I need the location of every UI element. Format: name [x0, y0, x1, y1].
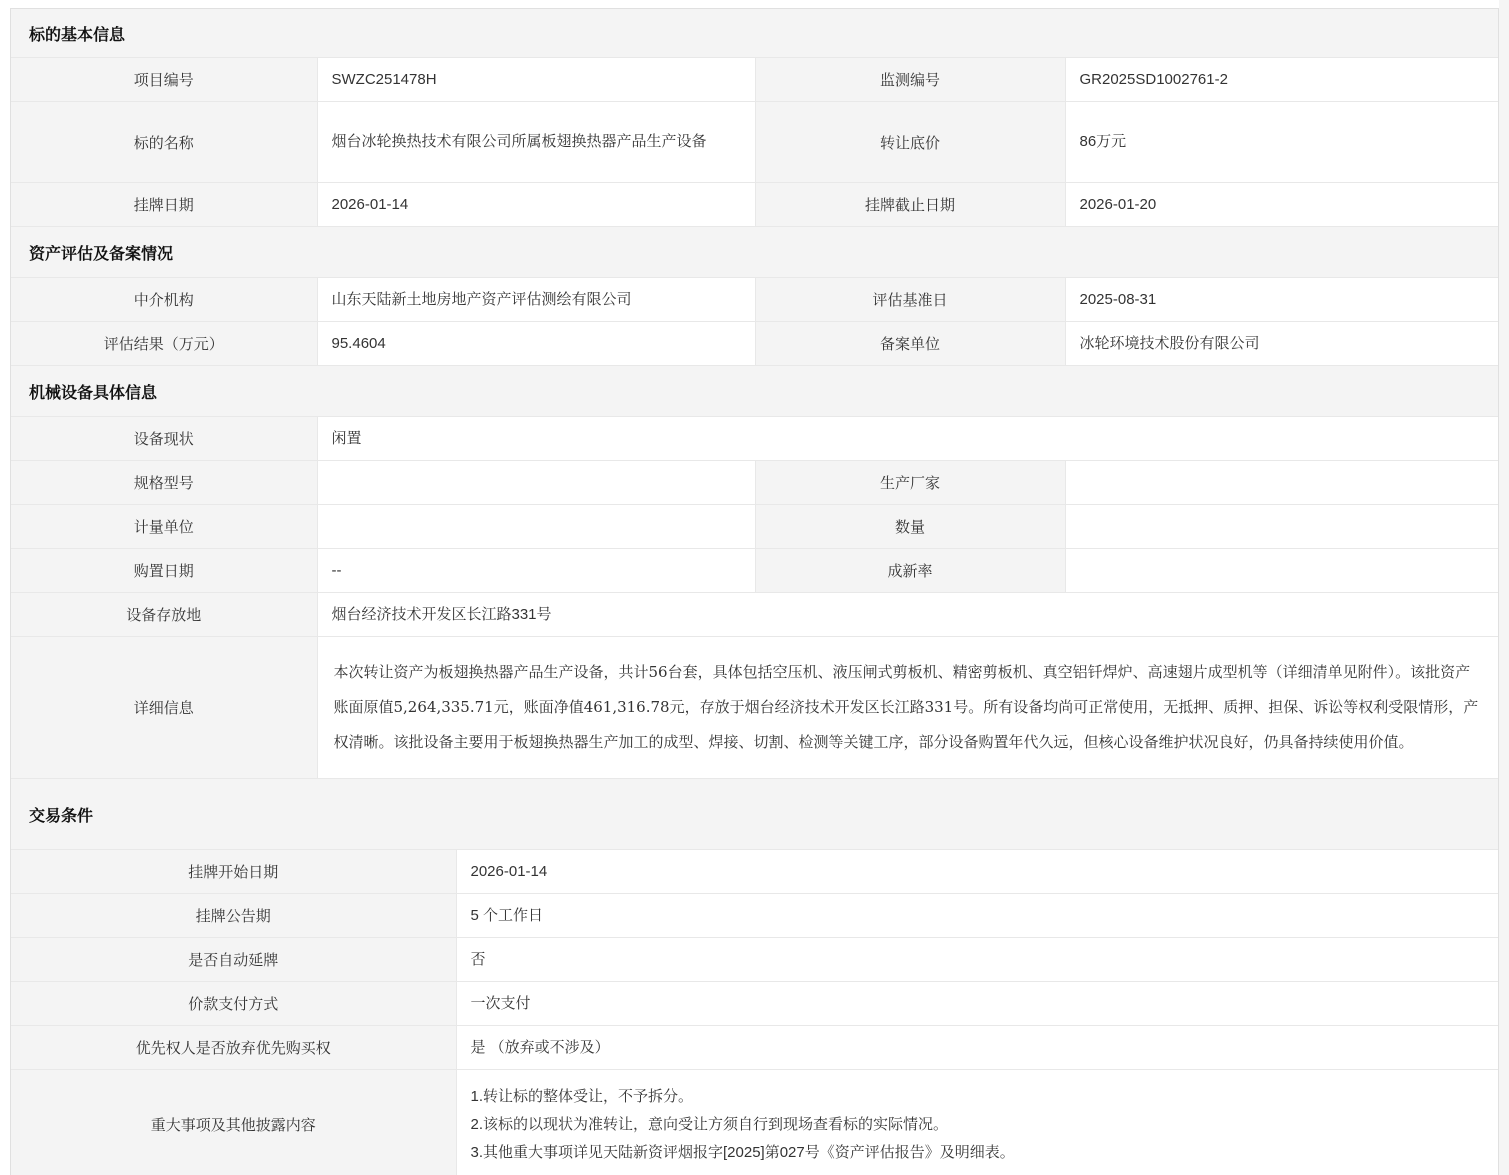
equipment-status-value: 闲置	[317, 417, 1498, 461]
priority-right-label: 优先权人是否放弃优先购买权	[11, 1026, 456, 1070]
table-row	[11, 102, 1498, 183]
equipment-title-text: 机械设备具体信息	[29, 384, 158, 402]
detail-info-label: 详细信息	[11, 637, 317, 779]
notice-period-value: 5 个工作日	[456, 894, 1498, 938]
appraisal-table	[11, 277, 1498, 366]
newness-rate-value	[1065, 549, 1498, 593]
table-row	[11, 549, 1498, 593]
table-row	[11, 505, 1498, 549]
monitor-number-value: GR2025SD1002761-2	[1065, 58, 1498, 102]
section-title-trade-conditions	[11, 779, 1498, 849]
table-row	[11, 417, 1498, 461]
floor-price-label: 转让底价	[755, 102, 1065, 183]
auto-extend-value: 否	[456, 938, 1498, 982]
table-row	[11, 938, 1498, 982]
table-row	[11, 322, 1498, 366]
table-row	[11, 850, 1498, 894]
table-row	[11, 593, 1498, 637]
payment-method-value: 一次支付	[456, 982, 1498, 1026]
disclosure-value	[456, 1070, 1498, 1175]
table-row	[11, 278, 1498, 322]
asset-listing-panel	[10, 8, 1499, 1175]
measure-unit-value	[317, 505, 755, 549]
model-value	[317, 461, 755, 505]
agency-label: 中介机构	[11, 278, 317, 322]
listing-date-label: 挂牌日期	[11, 183, 317, 227]
manufacturer-label: 生产厂家	[755, 461, 1065, 505]
table-row	[11, 1070, 1498, 1175]
measure-unit-label: 计量单位	[11, 505, 317, 549]
disclosure-label: 重大事项及其他披露内容	[11, 1070, 456, 1175]
start-date-label: 挂牌开始日期	[11, 850, 456, 894]
appraisal-base-date-label: 评估基准日	[755, 278, 1065, 322]
target-name-label: 标的名称	[11, 102, 317, 183]
floor-price-value: 86万元	[1065, 102, 1498, 183]
equipment-status-label: 设备现状	[11, 417, 317, 461]
payment-method-label: 价款支付方式	[11, 982, 456, 1026]
target-name-value: 烟台冰轮换热技术有限公司所属板翅换热器产品生产设备	[317, 102, 755, 183]
start-date-value: 2026-01-14	[456, 850, 1498, 894]
disclosure-item-2: 2.该标的以现状为准转让，意向受让方须自行到现场查看标的实际情况。	[470, 1115, 949, 1133]
newness-rate-label: 成新率	[755, 549, 1065, 593]
section-title-appraisal	[11, 227, 1498, 277]
table-row	[11, 894, 1498, 938]
table-row	[11, 982, 1498, 1026]
table-row	[11, 637, 1498, 779]
project-number-value: SWZC251478H	[317, 58, 755, 102]
quantity-label: 数量	[755, 505, 1065, 549]
appraisal-title-text: 资产评估及备案情况	[29, 245, 174, 263]
equipment-table	[11, 416, 1498, 779]
page-scrollbar[interactable]	[1499, 0, 1509, 1175]
detail-info-value: 本次转让资产为板翅换热器产品生产设备，共计56台套，具体包括空压机、液压闸式剪板机、精密剪板机、真空铝钎焊炉、高速翅片成型机等（详细清单见附件）。该批资产账面原值5,264,335.71元，账面净值461,316.78元，存放于烟台经济技术开发区长江路331号。所有设备均尚可正常使用，无抵押、质押、担保、诉讼等权利受限情形，产权清晰。该批设备主要用于板翅换热器生产加工的成型、焊接、切割、检测等关键工序，部分设备购置年代久远，但核心设备维护状况良好，仍具备持续使用价值。	[317, 637, 1498, 779]
table-row	[11, 461, 1498, 505]
appraisal-base-date-value: 2025-08-31	[1065, 278, 1498, 322]
project-number-label: 项目编号	[11, 58, 317, 102]
quantity-value	[1065, 505, 1498, 549]
table-row	[11, 1026, 1498, 1070]
notice-period-label: 挂牌公告期	[11, 894, 456, 938]
agency-value: 山东天陆新土地房地产资产评估测绘有限公司	[317, 278, 755, 322]
trade-conditions-table	[11, 849, 1498, 1175]
filing-unit-label: 备案单位	[755, 322, 1065, 366]
basic-info-title-text: 标的基本信息	[29, 26, 126, 44]
trade-conditions-title-text: 交易条件	[29, 807, 94, 825]
storage-location-label: 设备存放地	[11, 593, 317, 637]
listing-deadline-value: 2026-01-20	[1065, 183, 1498, 227]
disclosure-item-3: 3.其他重大事项详见天陆新资评烟报字[2025]第027号《资产评估报告》及明细表。	[470, 1143, 1015, 1161]
basic-info-table	[11, 57, 1498, 227]
appraisal-result-label: 评估结果（万元）	[11, 322, 317, 366]
listing-deadline-label: 挂牌截止日期	[755, 183, 1065, 227]
priority-right-value: 是 （放弃或不涉及）	[456, 1026, 1498, 1070]
model-label: 规格型号	[11, 461, 317, 505]
disclosure-item-1: 1.转让标的整体受让，不予拆分。	[470, 1087, 694, 1105]
purchase-date-value: --	[317, 549, 755, 593]
manufacturer-value	[1065, 461, 1498, 505]
storage-location-value: 烟台经济技术开发区长江路331号	[317, 593, 1498, 637]
section-title-basic-info	[11, 9, 1498, 57]
table-row	[11, 58, 1498, 102]
monitor-number-label: 监测编号	[755, 58, 1065, 102]
purchase-date-label: 购置日期	[11, 549, 317, 593]
listing-date-value: 2026-01-14	[317, 183, 755, 227]
appraisal-result-value: 95.4604	[317, 322, 755, 366]
filing-unit-value: 冰轮环境技术股份有限公司	[1065, 322, 1498, 366]
table-row	[11, 183, 1498, 227]
section-title-equipment	[11, 366, 1498, 416]
auto-extend-label: 是否自动延牌	[11, 938, 456, 982]
